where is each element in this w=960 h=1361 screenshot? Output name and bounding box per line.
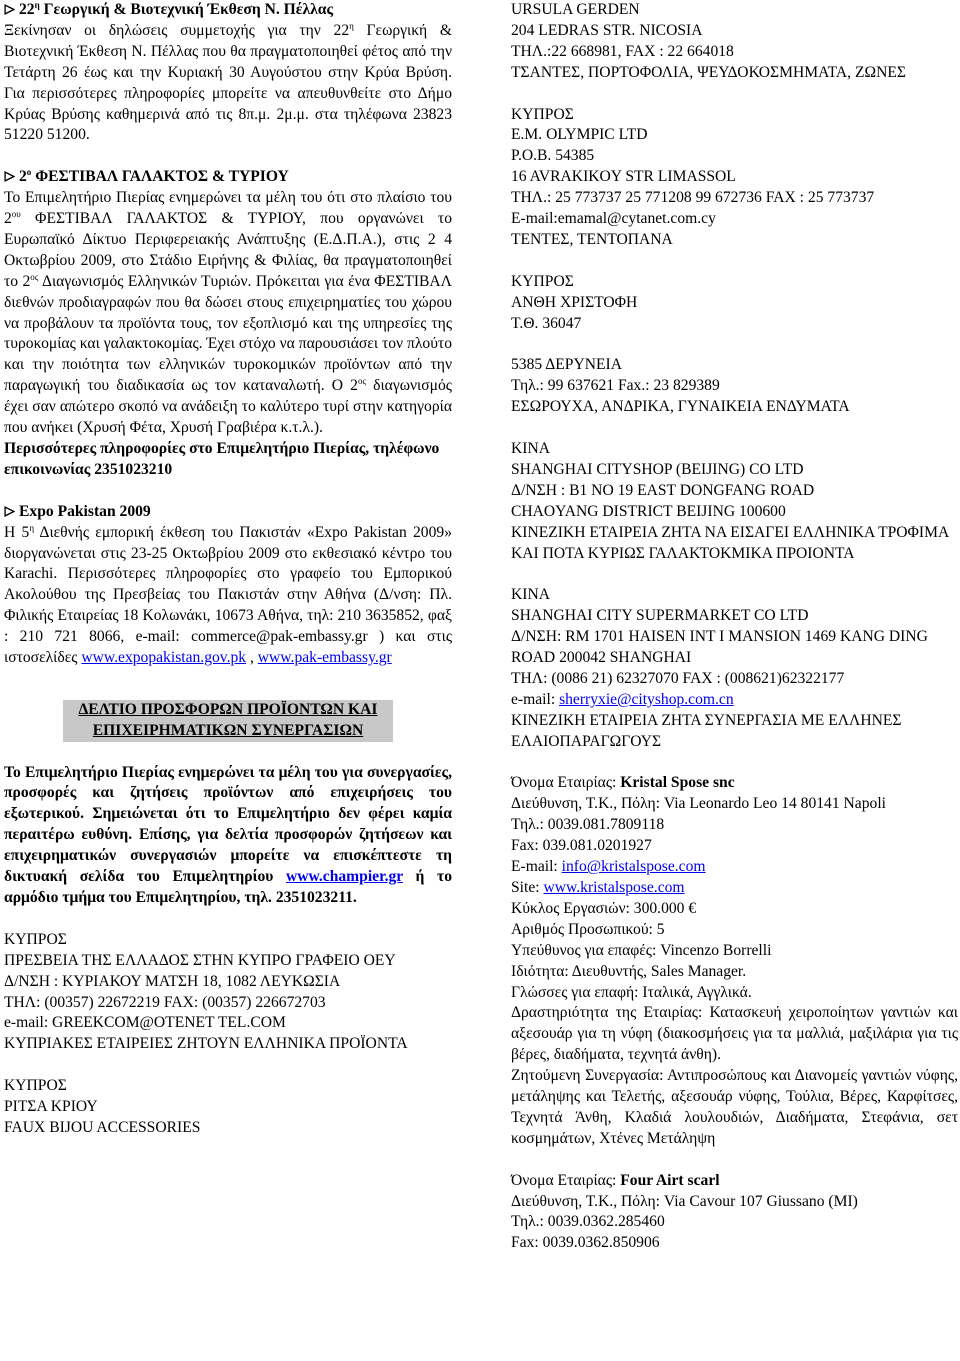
- olympic-line: 16 AVRAKIKOY STR LIMASSOL: [511, 168, 736, 186]
- kristal-activity: Δραστηριότητα της Εταιρίας: Κατασκευή χειροποίητων γαντιών και αξεσουάρ για τη νύφη (διακοσμήσεις για τα μαλλιά, μαξιλάρια για τις βέρες, διαδήματα, τεχνητά άνθη).: [511, 1004, 958, 1064]
- right-column: [511, 0, 958, 1254]
- festival-info: Περισσότερες πληροφορίες στο Επιμελητήριο Πιερίας, τηλέφωνο επικοινωνίας 2351023210: [4, 440, 440, 478]
- delta-header-line2: ΕΠΙΧΕΙΡΗΜΑΤΙΚΩΝ ΣΥΝΕΡΓΑΣΙΩΝ: [63, 721, 393, 742]
- china2-line: ΚΙΝΕΖΙΚΗ ΕΤΑΙΡΕΙΑ ΖΗΤΑ ΣΥΝΕΡΓΑΣΙΑ ΜΕ ΕΛΛΗΝΕΣ ΕΛΑΙΟΠΑΡΑΓΩΓΟΥΣ: [511, 711, 902, 750]
- cyprus1-line: ΚΥΠΡΙΑΚΕΣ ΕΤΑΙΡΕΙΕΣ ΖΗΤΟΥΝ ΕΛΛΗΝΙΚΑ ΠΡΟΪΟΝΤΑ: [4, 1035, 408, 1053]
- champier-link[interactable]: www.champier.gr: [285, 868, 403, 886]
- delta-notice: Το Επιμελητήριο Πιερίας ενημερώνει τα μέλη του για συνεργασίες, προσφορές και ζητήσεις προϊόντων από επιχειρήσεις του εξωτερικού. Σημειώνεται ότι το Επιμελητήριο δεν φέρει καμία περαιτέρω ευθύνη. Επίσης, για δελτία προσφορών ζητήσεων και επιχειρηματικών συνεργασιών μπορείτε να επισκέπτεστε τη δικτυακή σελίδα του Επιμελητηρίου www.champier.gr ή το αρμόδιο τμήμα του Επιμελητηρίου, τηλ. 2351023211.: [4, 763, 452, 906]
- arrow-bullet-icon: [4, 502, 19, 523]
- kristal-fax: Fax: 039.081.0201927: [511, 837, 652, 855]
- china2-country: ΚΙΝΑ: [511, 586, 550, 604]
- china2-line: Δ/ΝΣΗ: RM 1701 HAISEN INT I MANSION 1469 KANG DING ROAD 200042 SHANGHAI: [511, 628, 928, 667]
- china1-country: ΚΙΝΑ: [511, 439, 550, 457]
- delta-header-line1: ΔΕΛΤΙΟ ΠΡΟΣΦΟΡΩΝ ΠΡΟΪΟΝΤΩΝ ΚΑΙ: [63, 700, 393, 721]
- china2-line: ΤΗΛ: (0086 21) 62327070 FAX : (008621)62322177: [511, 669, 845, 687]
- china1-line: SHANGHAI CITYSHOP (BEIJING) CO LTD: [511, 460, 804, 478]
- kristal-email-link[interactable]: info@kristalspose.com: [561, 858, 706, 876]
- ursula-line: ΤΣΑΝΤΕΣ, ΠΟΡΤΟΦΟΛΙΑ, ΨΕΥΔΟΚΟΣΜΗΜΑΤΑ, ΖΩΝΕΣ: [511, 63, 906, 81]
- kristal-turnover: Κύκλος Εργασιών: 300.000 €: [511, 899, 697, 917]
- fourairt-address: Διεύθυνση, Τ.Κ., Πόλη: Via Cavour 107 Giussano (MI): [511, 1192, 858, 1210]
- china2-email-row: e-mail: sherryxie@cityshop.com.cn: [511, 690, 734, 708]
- fourairt-fax: Fax: 0039.0362.850906: [511, 1234, 660, 1252]
- china1-line: ΚΑΙ ΠΟΤΑ ΚΥΡΙΩΣ ΓΑΛΑΚΤΟΚΜΙΚΑ ΠΡΟΙΟΝΤΑ: [511, 544, 855, 562]
- china2-line: SHANGHAI CITY SUPERMARKET CO LTD: [511, 607, 809, 625]
- olympic-line: P.O.B. 54385: [511, 147, 595, 165]
- ursula-line: URSULA GERDEN: [511, 1, 640, 18]
- kristal-name-row: Όνομα Εταιρίας: Kristal Spose snc: [511, 774, 735, 792]
- kristal-tel: Τηλ.: 0039.081.7809118: [511, 816, 665, 834]
- left-column: [4, 0, 452, 1139]
- olympic-line: Ε.Μ. OLYMPIC LTD: [511, 126, 648, 144]
- anthi-line: 5385 ΔΕΡΥΝΕΙΑ: [511, 356, 622, 374]
- festival-title: $2^o$ ΦΕΣΤΙΒΑΛ ΓΑΛΑΚΤΟΣ & ΤΥΡΙΟΥ: [4, 167, 452, 188]
- kristal-staff: Αριθμός Προσωπικού: 5: [511, 920, 665, 938]
- kristal-site-link[interactable]: www.kristalspose.com: [543, 878, 685, 896]
- olympic-tel: ΤΗΛ.: 25 773737 25 771208 99 672736 FAX : 25 773737: [511, 189, 875, 207]
- exhibition-text: Ξεκίνησαν οι δηλώσεις συμμετοχής για την $22^\eta$ Γεωργική & Βιοτεχνική Έκθεση Ν. Πέλλας που θα πραγματοποιηθεί φέτος από την Τετάρτη 26 έως και την Κυριακή 30 Αυγούστου στην Κρύα Βρύση. Για περισσότερες πληροφορίες μπορείτε να απευθυνθείτε στο Δήμο Κρύας Βρύσης καθημερινά από τις 8π.μ. 2μ.μ. στα τηλέφωνα 23823 51220 51200.: [4, 20, 453, 144]
- festival-text: Το Επιμελητήριο Πιερίας ενημερώνει τα μέλη του ότι στο πλαίσιο του $2^{o\upsilon}$ ΦΕΣΤΙΒΑΛ ΓΑΛΑΚΤΟΣ & ΤΥΡΙΟΥ, που οργανώνει το Ευρωπαϊκό Δίκτυο Περιφερειακής Ανάπτυξης (Ε.Δ.Π.Α.), στις 2 4 Οκτωβρίου 2009, στο Στάδιο Ειρήνης & Φιλίας, θα πραγματοποιηθεί το $2^{o\varsigma}$ Διαγωνισμός Ελληνικών Τυριών. Πρόκειται για ένα ΦΕΣΤΙΒΑΛ διεθνών προδιαγραφών που θα δώσει στους επιχειρηματίες του χώρου να προβάλουν τα προϊόντα τους, τον εξοπλισμό και της υπηρεσίες της τυροκομίας και γαλακτοκομίας. Έχει στόχο να παρουσιάσει τον πλούτο και την ποιότητα των ελληνικών τυροκομικών προϊόντων από την παραγωγική του διαδικασία ως τον καταναλωτή. Ο $2^{o\varsigma}$ διαγωνισμός έχει σαν απώτερο σκοπό να ανάδειξη το καλύτερο τυρί στην κατηγορία που ανήκει (Χρυσή Φέτα, Χρυσή Γραβιέρα κ.τ.λ.).: [4, 189, 452, 437]
- cyprus1-line: e-mail: GREEKCOM@OTENET TEL.COM: [4, 1014, 286, 1032]
- pak-embassy-link[interactable]: www.pak-embassy.gr: [257, 649, 392, 667]
- kristal-coop: Ζητούμενη Συνεργασία: Αντιπροσώπους και Διανομείς γαντιών νύφης, μετάληψης και Τελετής, αξεσουάρ νύφης, Τούλια, Βέρες, Καρφίτσες, Τεχνητά Άνθη, Κλαδιά λουλουδιών, Διαδήματα, Στεφάνια, σετ κοσμημάτων, Χτένες Μετάληψη: [511, 1067, 958, 1147]
- fourairt-tel: Τηλ.: 0039.0362.285460: [511, 1213, 665, 1231]
- anthi-country: ΚΥΠΡΟΣ: [511, 272, 574, 290]
- anthi-line: ΑΝΘΗ ΧΡΙΣΤΟΦΗ: [511, 293, 638, 311]
- expo-text: Η $5^\eta$ Διεθνής εμπορική έκθεση του Πακιστάν «Expo Pakistan 2009» διοργανώνεται στις 23-25 Οκτωβρίου 2009 στο εκθεσιακό κέντρο του Karachi. Περισσότερες πληροφορίες στο γραφείο του Εμπορικού Ακολούθου της Πρεσβείας του Πακιστάν στην Αθήνα (Δ/νση: Πλ. Φιλικής Εταιρείας 18 Κολωνάκι, 10673 Αθήνα, τηλ: 210 3635852, φαξ : 210 721 8066, e-mail: commerce@pak-embassy.gr ) και στις ιστοσελίδες www.expopakistan.gov.pk , www.pak-embassy.gr: [4, 522, 452, 667]
- china1-line: Δ/ΝΣΗ : B1 NO 19 EAST DONGFANG ROAD: [511, 481, 815, 499]
- cyprus2-line: FAUX BIJOU ACCESSORIES: [4, 1118, 201, 1136]
- anthi-line: ΕΣΩΡΟΥΧΑ, ΑΝΔΡΙΚΑ, ΓΥΝΑΙΚΕΙΑ ΕΝΔΥΜΑΤΑ: [511, 398, 850, 416]
- cityshop-email-link[interactable]: sherryxie@cityshop.com.cn: [559, 690, 734, 708]
- fourairt-name-row: Όνομα Εταιρίας: Four Airt scarl: [511, 1171, 720, 1189]
- kristal-langs: Γλώσσες για επαφή: Ιταλικά, Αγγλικά.: [511, 983, 752, 1001]
- cyprus2-line: ΡΙΤΣΑ ΚΡΙΟΥ: [4, 1098, 98, 1116]
- olympic-line: E-mail:emamal@cytanet.com.cy: [511, 210, 716, 228]
- cyprus1-line: Δ/ΝΣΗ : ΚΥΡΙΑΚΟΥ ΜΑΤΣΗ 18, 1082 ΛΕΥΚΩΣΙΑ: [4, 972, 341, 990]
- ursula-line: 204 LEDRAS STR. NICOSIA: [511, 21, 703, 39]
- delta-header: [4, 700, 452, 742]
- arrow-bullet-icon: [4, 167, 19, 188]
- kristal-role: Ιδιότητα: Διευθυντής, Sales Manager.: [511, 962, 747, 980]
- euro-icon: €: [688, 899, 697, 917]
- kristal-address: Διεύθυνση, Τ.Κ., Πόλη: Via Leonardo Leo 14 80141 Napoli: [511, 795, 886, 813]
- cyprus1-line: ΤΗΛ: (00357) 22672219 FAX: (00357) 226672703: [4, 993, 326, 1011]
- kristal-email-row: E-mail: info@kristalspose.com: [511, 858, 706, 876]
- arrow-bullet-icon: [4, 0, 19, 21]
- cyprus2-country: ΚΥΠΡΟΣ: [4, 1077, 67, 1095]
- anthi-line: Τ.Θ. 36047: [511, 314, 582, 332]
- olympic-line: ΤΕΝΤΕΣ, ΤΕΝΤΟΠΑΝΑ: [511, 230, 673, 248]
- kristal-site-row: Site: www.kristalspose.com: [511, 878, 685, 896]
- anthi-line: Τηλ.: 99 637621 Fax.: 23 829389: [511, 377, 720, 395]
- exhibition-title: $22^\eta$ Γεωργική & Βιοτεχνική Έκθεση Ν. Πέλλας: [4, 0, 452, 21]
- china1-line: ΚΙΝΕΖΙΚΗ ΕΤΑΙΡΕΙΑ ΖΗΤΑ ΝΑ ΕΙΣΑΓΕΙ ΕΛΛΗΝΙΚΑ ΤΡΟΦΙΜΑ: [511, 523, 950, 541]
- expo-title: Expo Pakistan 2009: [4, 502, 452, 523]
- expopakistan-link[interactable]: www.expopakistan.gov.pk: [81, 649, 247, 667]
- kristal-contact: Υπεύθυνος για επαφές: Vincenzo Borrelli: [511, 941, 772, 959]
- china1-line: CHAOYANG DISTRICT BEIJING 100600: [511, 502, 786, 520]
- cyprus1-line: ΠΡΕΣΒΕΙΑ ΤΗΣ ΕΛΛΑΔΟΣ ΣΤΗΝ ΚΥΠΡΟ ΓΡΑΦΕΙΟ ΟΕΥ: [4, 951, 396, 969]
- cyprus1-country: ΚΥΠΡΟΣ: [4, 930, 67, 948]
- ursula-line: ΤΗΛ.:22 668981, FAX : 22 664018: [511, 42, 734, 60]
- olympic-country: ΚΥΠΡΟΣ: [511, 105, 574, 123]
